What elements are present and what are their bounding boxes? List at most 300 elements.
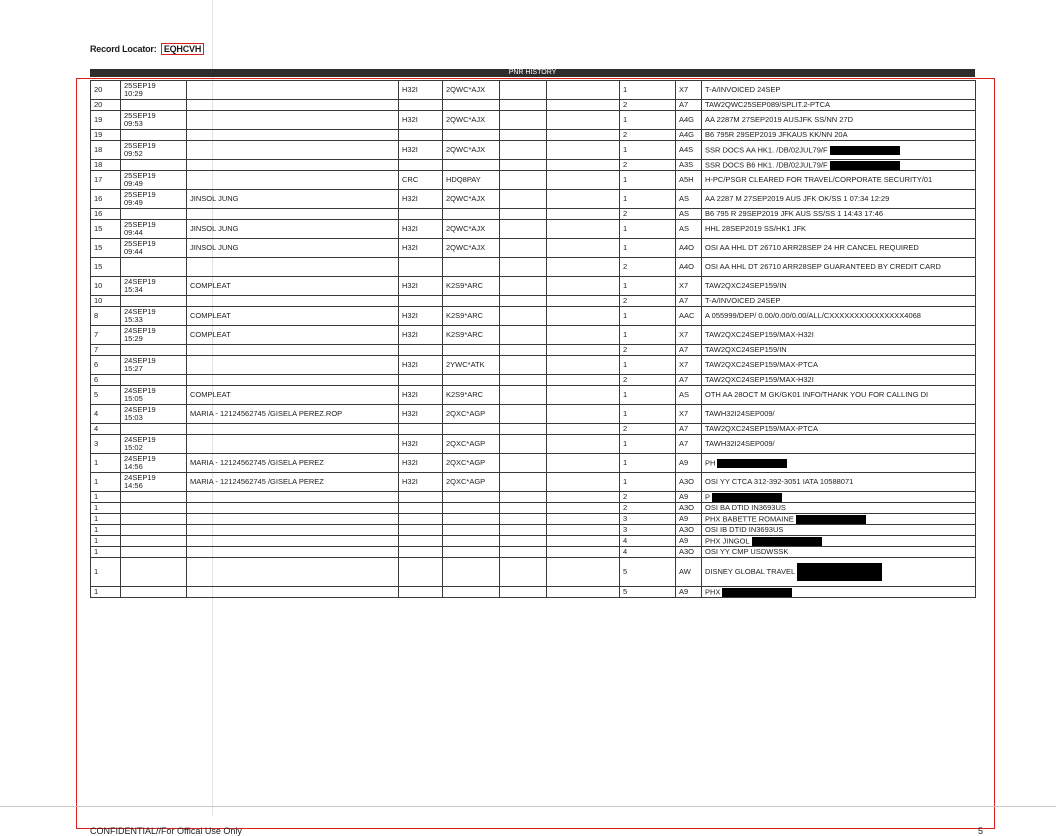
cell-pcc xyxy=(443,296,500,307)
cell-blank xyxy=(547,171,620,190)
cell-sequence: 6 xyxy=(91,375,121,386)
cell-pcc xyxy=(443,536,500,547)
cell-pcc: K2S9*ARC xyxy=(443,326,500,345)
cell-time: 14:56 xyxy=(124,481,143,490)
description-text: OSI AA HHL DT 26710 ARR28SEP 24 HR CANCEL REQUIRED xyxy=(705,243,919,252)
cell-description xyxy=(702,454,976,473)
description-text: A 055999/DEP/ 0.00/0.00/0.00/ALL/CXXXXXXXXXXXXXXX4068 xyxy=(705,311,921,320)
description-text: TAW2QXC24SEP159/IN xyxy=(705,281,787,290)
cell-agent-code: H32I xyxy=(399,356,443,375)
cell-blank xyxy=(547,405,620,424)
cell-date: 24SEP19 xyxy=(124,307,156,316)
cell-action-code: A4O xyxy=(676,239,702,258)
cell-time: 15:02 xyxy=(124,443,143,452)
cell-agent: JINSOL JUNG xyxy=(187,239,399,258)
cell-blank xyxy=(547,81,620,100)
cell-item-number: 3 xyxy=(620,514,676,525)
cell-blank xyxy=(547,239,620,258)
cell-date-time xyxy=(121,100,187,111)
cell-date: 25SEP19 xyxy=(124,141,156,150)
cell-blank xyxy=(547,345,620,356)
cell-time: 09:53 xyxy=(124,119,143,128)
cell-blank xyxy=(547,160,620,171)
cell-agent xyxy=(187,536,399,547)
table-row xyxy=(91,536,976,547)
table-row xyxy=(91,258,976,277)
cell-agent: JINSOL JUNG xyxy=(187,220,399,239)
cell-item-number: 1 xyxy=(620,386,676,405)
cell-agent xyxy=(187,492,399,503)
table-row xyxy=(91,111,976,130)
cell-date-time xyxy=(121,435,187,454)
cell-time: 15:29 xyxy=(124,334,143,343)
cell-date-time xyxy=(121,473,187,492)
cell-pcc: 2QXC*AGP xyxy=(443,454,500,473)
cell-agent-code: CRC xyxy=(399,171,443,190)
cell-action-code: AS xyxy=(676,190,702,209)
cell-agent xyxy=(187,435,399,454)
cell-blank xyxy=(500,503,547,514)
cell-date: 25SEP19 xyxy=(124,220,156,229)
cell-agent xyxy=(187,81,399,100)
cell-item-number: 1 xyxy=(620,307,676,326)
cell-agent-code: H32I xyxy=(399,326,443,345)
cell-action-code: AS xyxy=(676,386,702,405)
cell-pcc xyxy=(443,514,500,525)
cell-date-time xyxy=(121,160,187,171)
cell-time: 15:27 xyxy=(124,364,143,373)
cell-pcc: HDQ8PAY xyxy=(443,171,500,190)
cell-action-code: A4S xyxy=(676,141,702,160)
cell-pcc xyxy=(443,424,500,435)
cell-pcc xyxy=(443,130,500,141)
cell-item-number: 1 xyxy=(620,356,676,375)
cell-agent-code xyxy=(399,296,443,307)
cell-blank xyxy=(547,190,620,209)
description-text: TAW2QXC24SEP159/MAX-H32I xyxy=(705,330,814,339)
table-row xyxy=(91,492,976,503)
cell-time: 09:44 xyxy=(124,247,143,256)
record-locator-label: Record Locator: xyxy=(90,44,157,54)
cell-pcc xyxy=(443,100,500,111)
cell-pcc: 2QXC*AGP xyxy=(443,435,500,454)
cell-blank xyxy=(547,100,620,111)
cell-date: 24SEP19 xyxy=(124,356,156,365)
cell-description xyxy=(702,296,976,307)
cell-action-code: A5H xyxy=(676,171,702,190)
cell-description xyxy=(702,492,976,503)
table-row xyxy=(91,220,976,239)
cell-date-time xyxy=(121,130,187,141)
cell-blank xyxy=(547,277,620,296)
cell-agent-code xyxy=(399,160,443,171)
cell-blank xyxy=(500,356,547,375)
cell-description xyxy=(702,435,976,454)
cell-description xyxy=(702,130,976,141)
cell-blank xyxy=(547,558,620,587)
cell-sequence: 1 xyxy=(91,454,121,473)
cell-sequence: 19 xyxy=(91,111,121,130)
table-row xyxy=(91,356,976,375)
cell-agent: COMPLEAT xyxy=(187,277,399,296)
cell-description xyxy=(702,558,976,587)
table-row xyxy=(91,130,976,141)
table-row xyxy=(91,100,976,111)
cell-item-number: 4 xyxy=(620,536,676,547)
cell-blank xyxy=(500,100,547,111)
cell-time: 09:52 xyxy=(124,149,143,158)
cell-blank xyxy=(500,473,547,492)
redaction-bar xyxy=(830,146,900,155)
cell-blank xyxy=(500,326,547,345)
cell-agent xyxy=(187,296,399,307)
cell-agent-code xyxy=(399,258,443,277)
cell-item-number: 3 xyxy=(620,525,676,536)
cell-date-time xyxy=(121,503,187,514)
cell-date-time xyxy=(121,375,187,386)
table-row xyxy=(91,473,976,492)
table-row xyxy=(91,435,976,454)
cell-description xyxy=(702,356,976,375)
cell-description xyxy=(702,239,976,258)
cell-item-number: 2 xyxy=(620,209,676,220)
cell-blank xyxy=(500,190,547,209)
cell-date-time xyxy=(121,239,187,258)
cell-pcc: 2QWC*AJX xyxy=(443,220,500,239)
cell-time: 09:49 xyxy=(124,198,143,207)
description-text: HHL 28SEP2019 SS/HK1 JFK xyxy=(705,224,807,233)
table-row xyxy=(91,307,976,326)
cell-date: 24SEP19 xyxy=(124,386,156,395)
cell-sequence: 6 xyxy=(91,356,121,375)
cell-action-code: A9 xyxy=(676,454,702,473)
cell-blank xyxy=(547,424,620,435)
cell-blank xyxy=(547,386,620,405)
cell-pcc: 2YWC*ATK xyxy=(443,356,500,375)
cell-item-number: 1 xyxy=(620,277,676,296)
cell-description xyxy=(702,345,976,356)
cell-item-number: 2 xyxy=(620,160,676,171)
cell-agent xyxy=(187,525,399,536)
cell-agent-code xyxy=(399,514,443,525)
table-row xyxy=(91,141,976,160)
cell-date-time xyxy=(121,345,187,356)
cell-time: 14:56 xyxy=(124,462,143,471)
cell-agent-code: H32I xyxy=(399,190,443,209)
cell-pcc xyxy=(443,345,500,356)
cell-item-number: 4 xyxy=(620,547,676,558)
cell-action-code: A4G xyxy=(676,130,702,141)
cell-pcc xyxy=(443,558,500,587)
cell-blank xyxy=(500,587,547,598)
cell-pcc: K2S9*ARC xyxy=(443,277,500,296)
cell-sequence: 15 xyxy=(91,220,121,239)
cell-date: 24SEP19 xyxy=(124,326,156,335)
cell-blank xyxy=(500,424,547,435)
redaction-bar xyxy=(717,459,787,468)
cell-blank xyxy=(500,386,547,405)
cell-blank xyxy=(500,558,547,587)
cell-agent-code: H32I xyxy=(399,111,443,130)
cell-agent-code: H32I xyxy=(399,220,443,239)
cell-date-time xyxy=(121,296,187,307)
cell-pcc: 2QWC*AJX xyxy=(443,239,500,258)
cell-blank xyxy=(547,547,620,558)
description-text: OSI AA HHL DT 26710 ARR28SEP GUARANTEED BY CREDIT CARD xyxy=(705,262,941,271)
cell-pcc xyxy=(443,503,500,514)
cell-agent xyxy=(187,130,399,141)
cell-action-code: A7 xyxy=(676,424,702,435)
cell-pcc xyxy=(443,525,500,536)
cell-sequence: 1 xyxy=(91,558,121,587)
table-row xyxy=(91,547,976,558)
cell-blank xyxy=(547,220,620,239)
cell-agent-code xyxy=(399,558,443,587)
cell-sequence: 8 xyxy=(91,307,121,326)
description-text: B6 795 R 29SEP2019 JFK AUS SS/SS 1 14:43 17:46 xyxy=(705,209,884,218)
cell-description xyxy=(702,190,976,209)
cell-agent-code xyxy=(399,424,443,435)
cell-blank xyxy=(500,345,547,356)
cell-date-time xyxy=(121,258,187,277)
description-text: SSR DOCS B6 HK1. /DB/02JUL79/F xyxy=(705,159,828,169)
cell-blank xyxy=(500,141,547,160)
cell-date-time xyxy=(121,547,187,558)
cell-description xyxy=(702,547,976,558)
cell-sequence: 1 xyxy=(91,536,121,547)
cell-blank xyxy=(500,536,547,547)
table-row xyxy=(91,171,976,190)
cell-pcc xyxy=(443,587,500,598)
cell-item-number: 5 xyxy=(620,558,676,587)
cell-item-number: 1 xyxy=(620,81,676,100)
cell-item-number: 1 xyxy=(620,473,676,492)
cell-blank xyxy=(500,405,547,424)
cell-action-code: X7 xyxy=(676,81,702,100)
description-text: PH xyxy=(705,457,716,467)
cell-date-time xyxy=(121,587,187,598)
page-rule xyxy=(0,806,1056,807)
table-row xyxy=(91,405,976,424)
cell-sequence: 1 xyxy=(91,492,121,503)
cell-agent-code: H32I xyxy=(399,435,443,454)
pnr-history-header: PNR HISTORY xyxy=(90,69,975,77)
cell-action-code: A3O xyxy=(676,473,702,492)
cell-date-time xyxy=(121,492,187,503)
cell-blank xyxy=(500,160,547,171)
cell-action-code: A7 xyxy=(676,435,702,454)
description-text: PHX BABETTE ROMAINE xyxy=(705,513,794,523)
cell-date-time xyxy=(121,81,187,100)
cell-time: 15:05 xyxy=(124,394,143,403)
cell-description xyxy=(702,405,976,424)
cell-date-time xyxy=(121,111,187,130)
cell-agent xyxy=(187,345,399,356)
cell-action-code: A9 xyxy=(676,587,702,598)
cell-sequence: 1 xyxy=(91,473,121,492)
cell-item-number: 1 xyxy=(620,405,676,424)
description-text: TAW2QXC24SEP159/MAX-H32I xyxy=(705,375,814,384)
cell-item-number: 1 xyxy=(620,326,676,345)
cell-sequence: 3 xyxy=(91,435,121,454)
cell-date: 25SEP19 xyxy=(124,171,156,180)
cell-date: 24SEP19 xyxy=(124,277,156,286)
cell-sequence: 17 xyxy=(91,171,121,190)
cell-agent xyxy=(187,209,399,220)
cell-agent-code: H32I xyxy=(399,473,443,492)
cell-sequence: 20 xyxy=(91,100,121,111)
cell-date: 25SEP19 xyxy=(124,190,156,199)
cell-description xyxy=(702,220,976,239)
cell-blank xyxy=(500,492,547,503)
cell-agent xyxy=(187,258,399,277)
table-row xyxy=(91,424,976,435)
cell-action-code: AAC xyxy=(676,307,702,326)
cell-date-time xyxy=(121,326,187,345)
cell-agent: MARIA - 12124562745 /GISELA PEREZ xyxy=(187,473,399,492)
cell-agent-code xyxy=(399,130,443,141)
footer-page-number: 5 xyxy=(978,826,984,836)
cell-blank xyxy=(500,239,547,258)
cell-action-code: A7 xyxy=(676,345,702,356)
cell-blank xyxy=(547,514,620,525)
cell-item-number: 1 xyxy=(620,141,676,160)
cell-pcc xyxy=(443,258,500,277)
cell-sequence: 1 xyxy=(91,503,121,514)
cell-agent xyxy=(187,171,399,190)
cell-blank xyxy=(547,473,620,492)
cell-date: 25SEP19 xyxy=(124,111,156,120)
cell-date-time xyxy=(121,386,187,405)
cell-date-time xyxy=(121,424,187,435)
pnr-history-table xyxy=(90,80,976,598)
cell-item-number: 1 xyxy=(620,171,676,190)
table-row xyxy=(91,81,976,100)
cell-action-code: AS xyxy=(676,220,702,239)
cell-description xyxy=(702,473,976,492)
redaction-bar xyxy=(830,161,900,170)
cell-agent-code: H32I xyxy=(399,454,443,473)
cell-blank xyxy=(500,277,547,296)
cell-action-code: A7 xyxy=(676,296,702,307)
cell-agent-code: H32I xyxy=(399,307,443,326)
cell-agent xyxy=(187,111,399,130)
cell-date-time xyxy=(121,514,187,525)
cell-agent-code: H32I xyxy=(399,405,443,424)
cell-item-number: 2 xyxy=(620,296,676,307)
cell-item-number: 1 xyxy=(620,454,676,473)
cell-date-time xyxy=(121,277,187,296)
cell-pcc xyxy=(443,492,500,503)
cell-sequence: 18 xyxy=(91,141,121,160)
table-row xyxy=(91,587,976,598)
cell-agent-code: H32I xyxy=(399,239,443,258)
cell-blank xyxy=(547,587,620,598)
cell-agent-code xyxy=(399,100,443,111)
cell-pcc: 2QXC*AGP xyxy=(443,473,500,492)
cell-sequence: 7 xyxy=(91,345,121,356)
cell-item-number: 2 xyxy=(620,100,676,111)
cell-sequence: 4 xyxy=(91,424,121,435)
description-text: T-A/INVOICED 24SEP xyxy=(705,296,781,305)
cell-date-time xyxy=(121,536,187,547)
cell-sequence: 10 xyxy=(91,277,121,296)
cell-sequence: 15 xyxy=(91,239,121,258)
cell-blank xyxy=(500,296,547,307)
cell-action-code: A9 xyxy=(676,492,702,503)
cell-item-number: 2 xyxy=(620,424,676,435)
cell-date-time xyxy=(121,171,187,190)
cell-item-number: 2 xyxy=(620,345,676,356)
cell-agent-code xyxy=(399,547,443,558)
cell-description xyxy=(702,81,976,100)
cell-description xyxy=(702,536,976,547)
cell-sequence: 1 xyxy=(91,587,121,598)
cell-pcc: 2QWC*AJX xyxy=(443,111,500,130)
cell-pcc: 2QWC*AJX xyxy=(443,81,500,100)
cell-description xyxy=(702,277,976,296)
cell-blank xyxy=(547,258,620,277)
cell-agent xyxy=(187,587,399,598)
cell-pcc: K2S9*ARC xyxy=(443,386,500,405)
cell-blank xyxy=(547,492,620,503)
cell-item-number: 1 xyxy=(620,435,676,454)
cell-date-time xyxy=(121,525,187,536)
cell-pcc xyxy=(443,375,500,386)
description-text: AA 2287M 27SEP2019 AUSJFK SS/NN 27D xyxy=(705,115,853,124)
description-text: OTH AA 28OCT M GK/GK01 INFO/THANK YOU FOR CALLING DI xyxy=(705,390,929,399)
cell-blank xyxy=(547,503,620,514)
cell-agent: COMPLEAT xyxy=(187,307,399,326)
cell-blank xyxy=(547,454,620,473)
description-text: PHX xyxy=(705,586,721,596)
cell-sequence: 4 xyxy=(91,405,121,424)
table-row xyxy=(91,277,976,296)
cell-agent-code: H32I xyxy=(399,386,443,405)
cell-blank xyxy=(547,296,620,307)
cell-date: 25SEP19 xyxy=(124,81,156,90)
table-row xyxy=(91,558,976,587)
table-row xyxy=(91,503,976,514)
table-row xyxy=(91,514,976,525)
cell-description xyxy=(702,503,976,514)
cell-blank xyxy=(547,326,620,345)
cell-sequence: 20 xyxy=(91,81,121,100)
cell-sequence: 7 xyxy=(91,326,121,345)
cell-description xyxy=(702,171,976,190)
footer-classification: CONFIDENTIAL//For Offical Use Only xyxy=(90,826,242,836)
cell-agent-code: H32I xyxy=(399,141,443,160)
description-text: AA 2287 M 27SEP2019 AUS JFK OK/SS 1 07:34 12:29 xyxy=(705,194,890,203)
cell-date: 25SEP19 xyxy=(124,239,156,248)
cell-action-code: A3O xyxy=(676,525,702,536)
table-row xyxy=(91,160,976,171)
description-text: TAWH32I24SEP009/ xyxy=(705,439,775,448)
cell-description xyxy=(702,209,976,220)
cell-sequence: 16 xyxy=(91,190,121,209)
cell-pcc: K2S9*ARC xyxy=(443,307,500,326)
cell-agent xyxy=(187,503,399,514)
description-text: TAW2QXC24SEP159/MAX-PTCA xyxy=(705,424,818,433)
cell-blank xyxy=(547,130,620,141)
description-text: SSR DOCS AA HK1. /DB/02JUL79/F xyxy=(705,144,828,154)
cell-time: 15:03 xyxy=(124,413,143,422)
cell-item-number: 2 xyxy=(620,258,676,277)
cell-agent xyxy=(187,424,399,435)
cell-sequence: 19 xyxy=(91,130,121,141)
cell-action-code: A9 xyxy=(676,536,702,547)
cell-item-number: 1 xyxy=(620,111,676,130)
